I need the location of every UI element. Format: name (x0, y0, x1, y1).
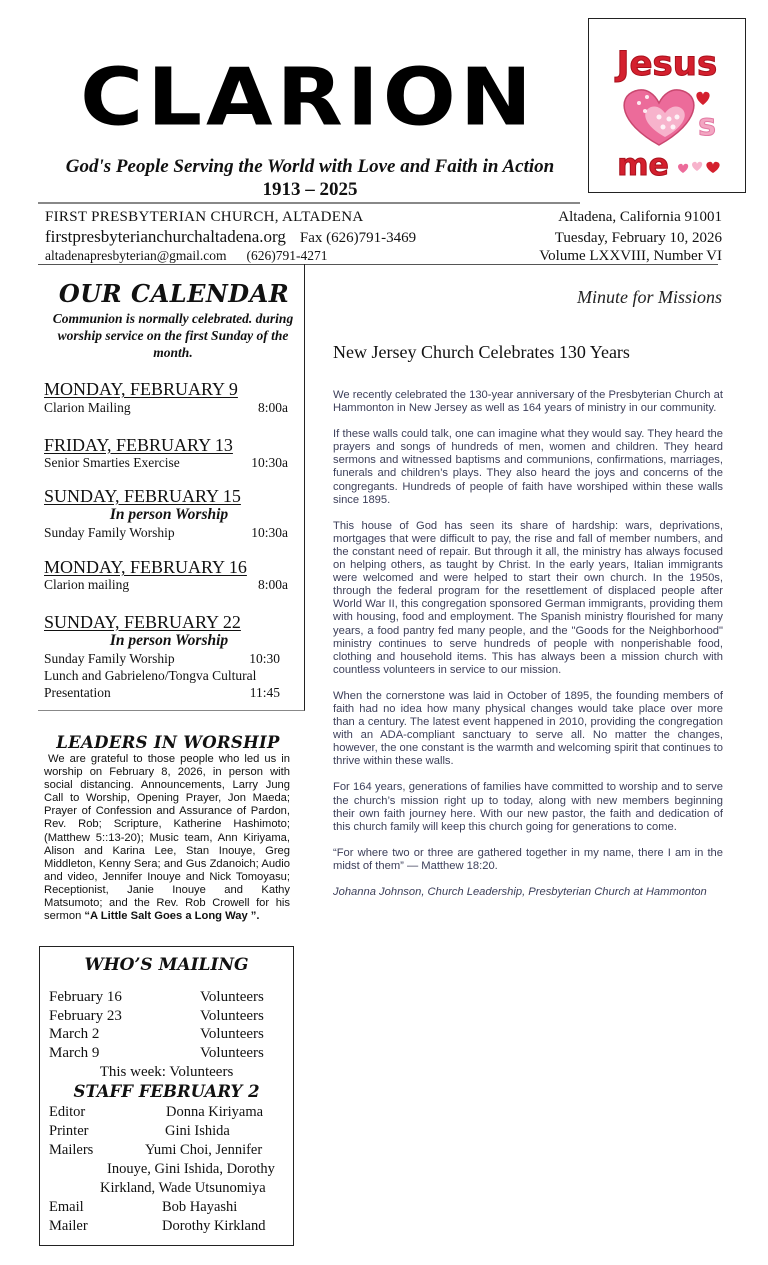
newsletter-title: CLARION (80, 52, 536, 144)
tagline: God's People Serving the World with Love and Faith in Action (65, 156, 555, 177)
event-name: Sunday Family Worship (44, 525, 175, 540)
mailing-row (49, 1007, 264, 1025)
staff-row (49, 1217, 266, 1235)
event-time: 11:45 (249, 685, 280, 700)
mailing-date: February 16 (49, 989, 122, 1005)
city-address: Altadena, California 91001 (558, 209, 722, 225)
calendar-event (44, 577, 288, 593)
event-time: 8:00a (258, 577, 288, 592)
fax-number: Fax (626)791-3469 (299, 230, 417, 246)
leaders-title: LEADERS IN WORSHIP (56, 733, 280, 752)
email-link[interactable]: altadenapresbyterian@gmail.com (45, 248, 227, 263)
calendar-event (44, 651, 288, 667)
event-name: Presentation (44, 685, 111, 700)
calendar-day: MONDAY, FEBRUARY 16 (44, 557, 247, 577)
mailing-row (49, 1025, 264, 1043)
mailing-date: March 9 (49, 1045, 100, 1061)
article-paragraph: This house of God has seen its share of hardship: wars, deprivations, mortgages that were difficult to pay, the rise and fall of member numbers, and the constant need of repair. But through it all, the ministry has always focused on helping others, as taught by Christ. In the early years, Italian immigrants were welcomed and were helped to start their own church. In the 1950s, through the federal program for the resettlement of displaced people after World War II, this congregation sponsored German immigrants, providing them with housing, food and employment. The Spanish ministry flourished for many years, a food pantry fed many people, and the "Goods for the Neighborhood" ministry continues to serve hundreds of people with nonperishable food, clothing and household items. This has always been a mission church with countless volunteers in service to our mission. (333, 519, 723, 676)
calendar-title: OUR CALENDAR (58, 279, 290, 308)
calendar-event (44, 525, 288, 541)
mailing-row (49, 1044, 264, 1062)
staff-name: Dorothy Kirkland (162, 1218, 266, 1234)
staff-name-continued: Inouye, Gini Ishida, Dorothy (107, 1161, 275, 1177)
article-paragraph: We recently celebrated the 130-year anniversary of the Presbyterian Church at Hammonton in New Jersey as well as 164 years of ministry in our community. (333, 389, 723, 415)
staff-row (49, 1141, 263, 1159)
svg-text:s: s (698, 108, 716, 143)
calendar-section (38, 264, 305, 711)
staff-role: Mailers (49, 1142, 94, 1158)
calendar-day: MONDAY, FEBRUARY 9 (44, 379, 238, 399)
mailing-date: February 23 (49, 1008, 122, 1024)
staff-role: Printer (49, 1123, 89, 1139)
event-time: 8:00a (258, 400, 288, 415)
article-byline: Johanna Johnson, Church Leadership, Presbyterian Church at Hammonton (333, 886, 707, 898)
years: 1913 – 2025 (262, 179, 358, 200)
issue-date: Tuesday, February 10, 2026 (554, 230, 722, 246)
article-paragraph: If these walls could talk, one can imagine what they would say. They heard the prayers and songs of hundreds of men, women and children. They heard sermons and witnessed baptisms and communions, confirmations, marriages, funerals and children’s plays. They also heard the joys and concerns of the congregants. Hundreds of people of faith have worshiped within these walls since 1895. (333, 428, 723, 506)
svg-text:me: me (617, 148, 669, 183)
section-label: Minute for Missions (576, 287, 722, 307)
mailing-date: March 2 (49, 1026, 100, 1042)
staff-row (49, 1122, 230, 1140)
this-week-mailing: This week: Volunteers (99, 1064, 234, 1080)
issue-volume: Volume LXXVIII, Number VI (539, 248, 722, 264)
masthead-divider (38, 202, 580, 204)
staff-row (49, 1198, 238, 1216)
event-name: Clarion Mailing (44, 400, 131, 415)
article-paragraph: When the cornerstone was laid in October of 1895, the founding members of faith had no idea how many physical changes would take place over more than a century. The latest event happened in 2010, providing the congregation with an ADA-compliant sanctuary to serve all. No matter the changes, however, the one constant is the warmth and welcoming spirit that continues to thrive within these walls. (333, 689, 723, 768)
communion-note: Communion is normally celebrated. during worship service on the first Sunday of the month. (52, 311, 294, 360)
calendar-event (44, 455, 288, 471)
article-quote: “For where two or three are gathered together in my name, there I am in the midst of them” — Matthew 18:20. (333, 846, 723, 872)
staff-role: Mailer (49, 1218, 88, 1234)
phone-number: (626)791-4271 (246, 248, 328, 263)
church-name: FIRST PRESBYTERIAN CHURCH, ALTADENA (45, 209, 364, 225)
email-line (45, 247, 328, 265)
calendar-day: SUNDAY, FEBRUARY 22 (44, 612, 241, 632)
calendar-subtitle: In person Worship (109, 506, 229, 523)
mailing-section (39, 946, 294, 1246)
staff-name: Donna Kiriyama (166, 1104, 264, 1120)
calendar-day: FRIDAY, FEBRUARY 13 (44, 435, 233, 455)
sermon-title: “A Little Salt Goes a Long Way ”. (84, 910, 260, 923)
event-time: 10:30a (251, 525, 288, 540)
leaders-text: We are grateful to those people who led us in worship on February 8, 2026, in person with social distancing. Announcements, Larry Jung Call to Worship, Opening Prayer, Jon Maeda; Prayer of Confession and Assurance of Pardon, Rev. Rob; Scripture, Katherine Hashimoto; (Matthew 5::13-20); Music team, Ann Kiriyama, Alison and Karina Lee, Stan Inouye, Greg Middleton, Kenny Sera; and Gus Zdanoich; Audio and video, Jennifer Inouye and Nick Tomoyasu; Receptionist, Janie Inouye and Kathy Matsumoto; and the Rev. Rob Crowell for his sermon (44, 753, 290, 923)
staff-name: Gini Ishida (165, 1123, 230, 1139)
jesus-loves-me-image (588, 18, 746, 193)
leaders-body (44, 753, 290, 923)
event-name: Lunch and Gabrieleno/Tongva Cultural (44, 668, 257, 683)
staff-role: Email (49, 1199, 84, 1215)
calendar-event (44, 668, 288, 684)
article-body (333, 389, 723, 912)
mailing-who: Volunteers (200, 1045, 264, 1061)
staff-name: Yumi Choi, Jennifer (145, 1142, 263, 1158)
event-time: 10:30a (251, 455, 288, 470)
website-line (45, 227, 416, 248)
staff-role: Editor (49, 1104, 86, 1120)
article-title: New Jersey Church Celebrates 130 Years (333, 342, 630, 362)
event-time: 10:30 (249, 651, 280, 666)
calendar-event (44, 685, 288, 701)
svg-text:Jesus: Jesus (616, 44, 718, 84)
heart-icon (599, 27, 735, 185)
calendar-day: SUNDAY, FEBRUARY 15 (44, 486, 241, 506)
mailing-who: Volunteers (200, 1008, 264, 1024)
article-paragraph: For 164 years, generations of families have committed to worship and to serve the church’s mission right up to today, along with new members beginning their own faith journey here. With our new pastor, the faith and dedication of this church family will keep this church going for generations to come. (333, 781, 723, 833)
website-link[interactable]: firstpresbyterianchurchaltadena.org (45, 227, 286, 246)
event-name: Senior Smarties Exercise (44, 455, 180, 470)
calendar-event (44, 400, 288, 416)
calendar-subtitle: In person Worship (109, 632, 229, 649)
staff-name-continued: Kirkland, Wade Utsunomiya (100, 1180, 266, 1196)
mailing-row (49, 988, 264, 1006)
mailing-title: WHO’S MAILING (84, 955, 249, 975)
event-name: Sunday Family Worship (44, 651, 175, 666)
staff-name: Bob Hayashi (162, 1199, 238, 1215)
staff-row (49, 1103, 264, 1121)
staff-title: STAFF FEBRUARY 2 (73, 1082, 260, 1101)
mailing-who: Volunteers (200, 989, 264, 1005)
mailing-who: Volunteers (200, 1026, 264, 1042)
event-name: Clarion mailing (44, 577, 130, 592)
